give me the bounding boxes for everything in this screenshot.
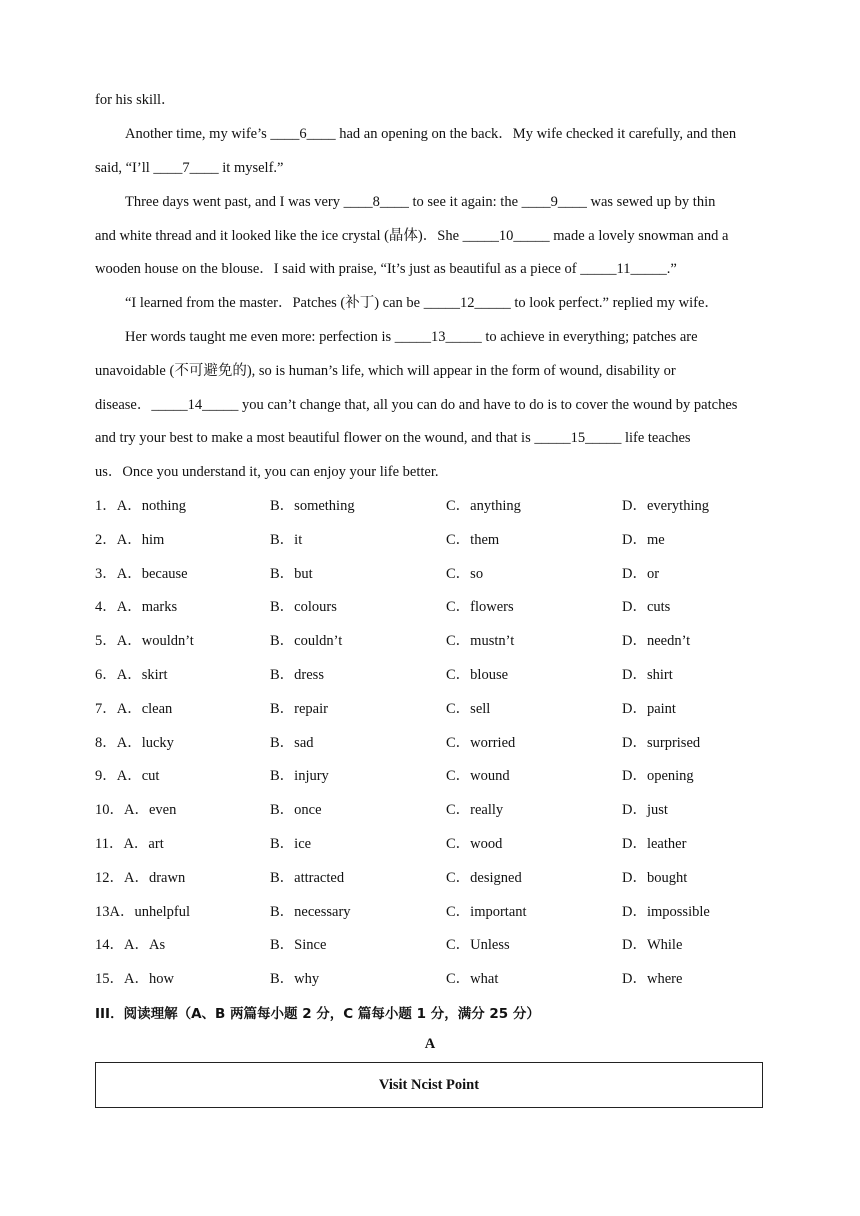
question-option-a: 13A．unhelpful xyxy=(95,904,191,920)
question-option-b: B．dress xyxy=(270,667,324,683)
question-option-d: D．shirt xyxy=(622,667,673,683)
question-option-c: C．so xyxy=(446,566,484,582)
question-option-b: B．why xyxy=(270,971,320,987)
passage-line: “I learned from the master．Patches (补丁) can be _____12_____ to look perfect.” replied my wife． xyxy=(125,295,719,311)
question-option-b: B．attracted xyxy=(270,870,345,886)
question-option-b: B．Since xyxy=(270,937,327,953)
question-option-a: 7．A．clean xyxy=(95,701,173,717)
question-option-a: 8．A．lucky xyxy=(95,735,174,751)
reading-box xyxy=(95,1062,763,1108)
passage-line: unavoidable (不可避免的), so is human’s life, which will appear in the form of wound, disability or xyxy=(95,363,676,379)
question-option-b: B．repair xyxy=(270,701,328,717)
question-option-c: C．wood xyxy=(446,836,503,852)
question-option-d: D．everything xyxy=(622,498,709,514)
question-option-d: D．where xyxy=(622,971,683,987)
question-option-d: D．bought xyxy=(622,870,688,886)
question-option-d: D．surprised xyxy=(622,735,701,751)
question-option-a: 4．A．marks xyxy=(95,599,178,615)
question-option-d: D．paint xyxy=(622,701,676,717)
question-option-c: C．blouse xyxy=(446,667,509,683)
question-option-c: C．important xyxy=(446,904,527,920)
question-option-d: D．me xyxy=(622,532,665,548)
question-option-a: 3．A．because xyxy=(95,566,188,582)
question-option-b: B．it xyxy=(270,532,303,548)
passage-line: disease．_____14_____ you can’t change that, all you can do and have to do is to cover the wound by patches xyxy=(95,397,738,413)
passage-line: Another time, my wife’s ____6____ had an opening on the back．My wife checked it carefully, and then xyxy=(125,126,737,142)
question-option-c: C．designed xyxy=(446,870,522,886)
question-option-a: 9．A．cut xyxy=(95,768,160,784)
question-option-b: B．once xyxy=(270,802,322,818)
part-label: A xyxy=(424,1036,436,1052)
question-option-a: 10．A．even xyxy=(95,802,177,818)
question-option-d: D．just xyxy=(622,802,668,818)
passage-line: Three days went past, and I was very ____8____ to see it again: the ____9____ was sewed up by thin xyxy=(125,194,716,210)
passage-line: for his skill． xyxy=(95,92,176,108)
question-option-b: B．something xyxy=(270,498,355,514)
question-option-d: D．leather xyxy=(622,836,687,852)
question-option-a: 12．A．drawn xyxy=(95,870,186,886)
passage-line: Her words taught me even more: perfection is _____13_____ to achieve in everything; patches are xyxy=(125,329,698,345)
question-option-c: C．wound xyxy=(446,768,510,784)
question-option-c: C．really xyxy=(446,802,504,818)
question-option-c: C．what xyxy=(446,971,499,987)
question-option-d: D．opening xyxy=(622,768,694,784)
question-option-a: 2．A．him xyxy=(95,532,165,548)
question-option-b: B．but xyxy=(270,566,313,582)
passage-line: said, “I’ll ____7____ it myself.” xyxy=(95,160,284,176)
question-option-a: 5．A．wouldn’t xyxy=(95,633,194,649)
question-option-c: C．mustn’t xyxy=(446,633,515,649)
question-option-d: D．needn’t xyxy=(622,633,691,649)
question-option-b: B．colours xyxy=(270,599,337,615)
passage-line: wooden house on the blouse．I said with praise, “It’s just as beautiful as a piece of _____11_____.” xyxy=(95,261,677,277)
passage-line: us．Once you understand it, you can enjoy your life better. xyxy=(95,464,439,480)
reading-box-title: Visit Ncist Point xyxy=(378,1076,480,1093)
question-option-d: D．cuts xyxy=(622,599,671,615)
question-option-b: B．ice xyxy=(270,836,312,852)
question-option-a: 15．A．how xyxy=(95,971,174,987)
question-option-b: B．necessary xyxy=(270,904,351,920)
passage-line: and try your best to make a most beautiful flower on the wound, and that is _____15_____ life teaches xyxy=(95,430,691,446)
question-option-b: B．couldn’t xyxy=(270,633,343,649)
question-option-c: C．anything xyxy=(446,498,521,514)
question-option-d: D．or xyxy=(622,566,660,582)
section-heading: III．阅读理解（A、B 两篇每小题 2 分，C 篇每小题 1 分，满分 25 分） xyxy=(95,1006,540,1022)
question-option-c: C．flowers xyxy=(446,599,514,615)
passage-line: and white thread and it looked like the ice crystal (晶体)．She _____10_____ made a lovely snowman and a xyxy=(95,228,729,244)
question-option-b: B．sad xyxy=(270,735,314,751)
question-option-b: B．injury xyxy=(270,768,329,784)
question-option-c: C．them xyxy=(446,532,500,548)
question-option-a: 6．A．skirt xyxy=(95,667,168,683)
question-option-c: C．sell xyxy=(446,701,491,717)
question-option-c: C．Unless xyxy=(446,937,510,953)
question-option-c: C．worried xyxy=(446,735,516,751)
question-option-d: D．impossible xyxy=(622,904,710,920)
question-option-a: 14．A．As xyxy=(95,937,166,953)
question-option-a: 1．A．nothing xyxy=(95,498,187,514)
question-option-a: 11．A．art xyxy=(95,836,164,852)
question-option-d: D．While xyxy=(622,937,683,953)
